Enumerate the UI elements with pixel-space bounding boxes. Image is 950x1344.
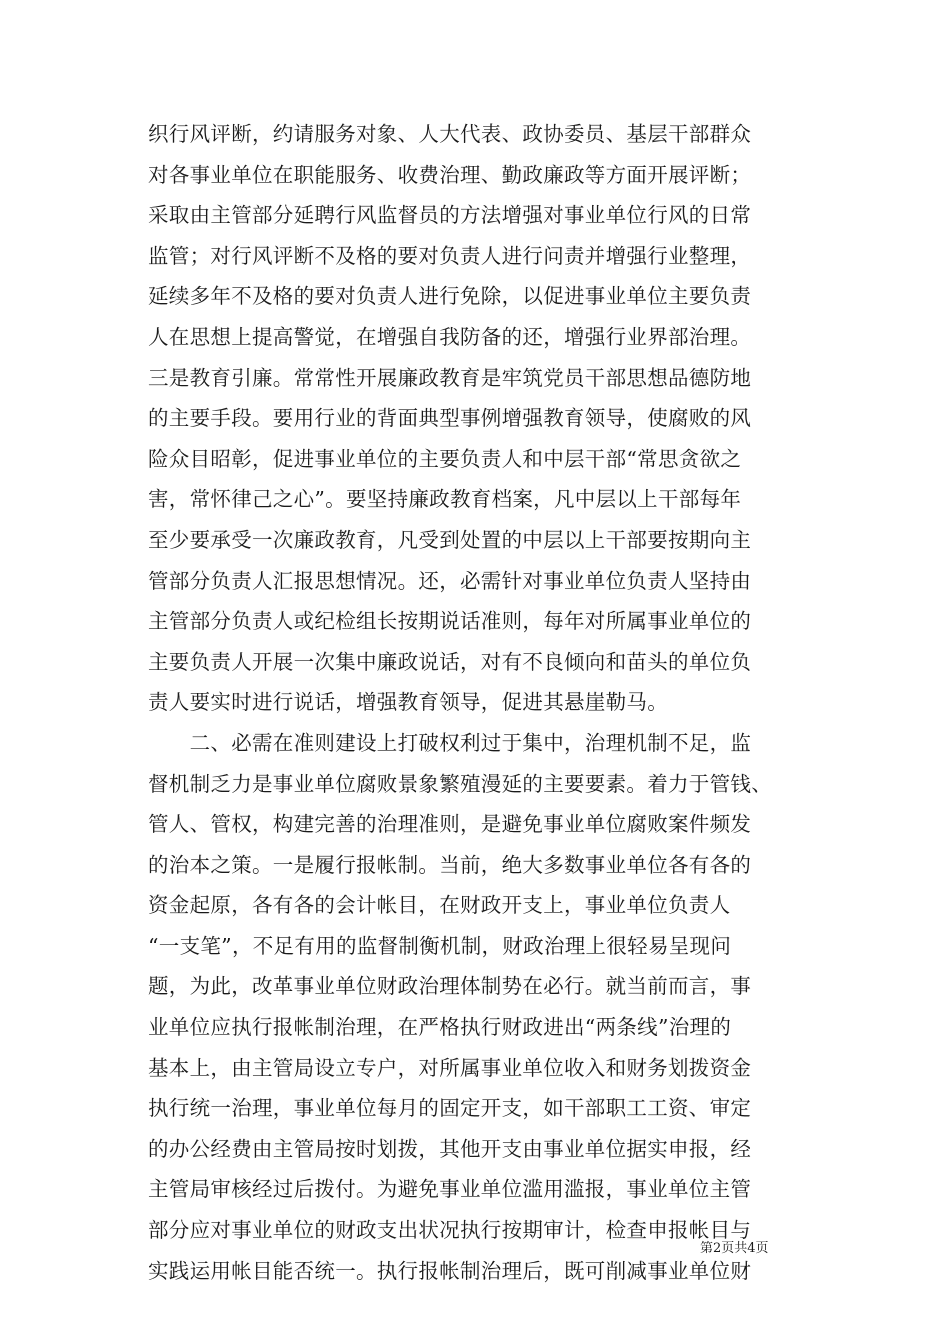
text-line: 对各事业单位在职能服务、收费治理、勤政廉政等方面开展评断； (148, 162, 752, 187)
text-line: 部分应对事业单位的财政支出状况执行按期审计，检查申报帐目与 (148, 1218, 752, 1243)
text-line: “一支笔”，不足有用的监督制衡机制，财政治理上很轻易呈现问 (148, 933, 732, 958)
text-line: 实践运用帐目能否统一。执行报帐制治理后，既可削减事业单位财 (148, 1258, 752, 1283)
text-line: 的治本之策。一是履行报帐制。当前，绝大多数事业单位各有各的 (148, 852, 752, 877)
text-line: 督机制乏力是事业单位腐败景象繁殖漫延的主要要素。着力于管钱、 (148, 771, 772, 796)
text-line: 管人、管权，构建完善的治理准则，是避免事业单位腐败案件频发 (148, 812, 752, 837)
text-line: 基本上，由主管局设立专户，对所属事业单位收入和财务划拨资金 (148, 1055, 752, 1080)
text-line: 采取由主管部分延聘行风监督员的方法增强对事业单位行风的日常 (148, 203, 752, 228)
text-line: 管部分负责人汇报思想情况。还，必需针对事业单位负责人坚持由 (148, 568, 752, 593)
text-line: 题，为此，改革事业单位财政治理体制势在必行。就当前而言，事 (148, 974, 752, 999)
page-number-footer (700, 1237, 769, 1256)
text-line: 监管；对行风评断不及格的要对负责人进行问责并增强行业整理， (148, 243, 752, 268)
text-line: 二、必需在准则建设上打破权利过于集中，治理机制不足，监 (148, 730, 752, 755)
text-line: 的办公经费由主管局按时划拨，其他开支由事业单位据实申报，经 (148, 1136, 752, 1161)
text-line: 害，常怀律己之心”。要坚持廉政教育档案，凡中层以上干部每年 (148, 487, 742, 512)
text-line: 主要负责人开展一次集中廉政说话，对有不良倾向和苗头的单位负 (148, 649, 752, 674)
text-line: 人在思想上提高警觉，在增强自我防备的还，增强行业界部治理。 (148, 324, 752, 349)
text-line: 至少要承受一次廉政教育，凡受到处置的中层以上干部要按期向主 (148, 527, 752, 552)
text-line: 业单位应执行报帐制治理，在严格执行财政进出“两条线”治理的 (148, 1015, 732, 1040)
text-line: 主管局审核经过后拨付。为避免事业单位滥用滥报，事业单位主管 (148, 1177, 752, 1202)
text-line: 资金起原，各有各的会计帐目，在财政开支上，事业单位负责人 (148, 893, 731, 918)
text-line: 执行统一治理，事业单位每月的固定开支，如干部职工工资、审定 (148, 1096, 752, 1121)
text-line: 险众目昭彰，促进事业单位的主要负责人和中层干部“常思贪欲之 (148, 446, 742, 471)
text-line: 的主要手段。要用行业的背面典型事例增强教育领导，使腐败的风 (148, 406, 752, 431)
text-line: 三是教育引廉。常常性开展廉政教育是牢筑党员干部思想品德防地 (148, 365, 752, 390)
text-line: 延续多年不及格的要对负责人进行免除，以促进事业单位主要负责 (148, 284, 752, 309)
text-line: 织行风评断，约请服务对象、人大代表、政协委员、基层干部群众 (148, 122, 752, 146)
text-line: 责人要实时进行说话，增强教育领导，促进其悬崖勒马。 (148, 690, 668, 715)
page-number-label: 第2页共4页 (700, 1241, 769, 1256)
body-text (148, 114, 808, 1291)
text-line: 主管部分负责人或纪检组长按期说话准则，每年对所属事业单位的 (148, 609, 752, 634)
